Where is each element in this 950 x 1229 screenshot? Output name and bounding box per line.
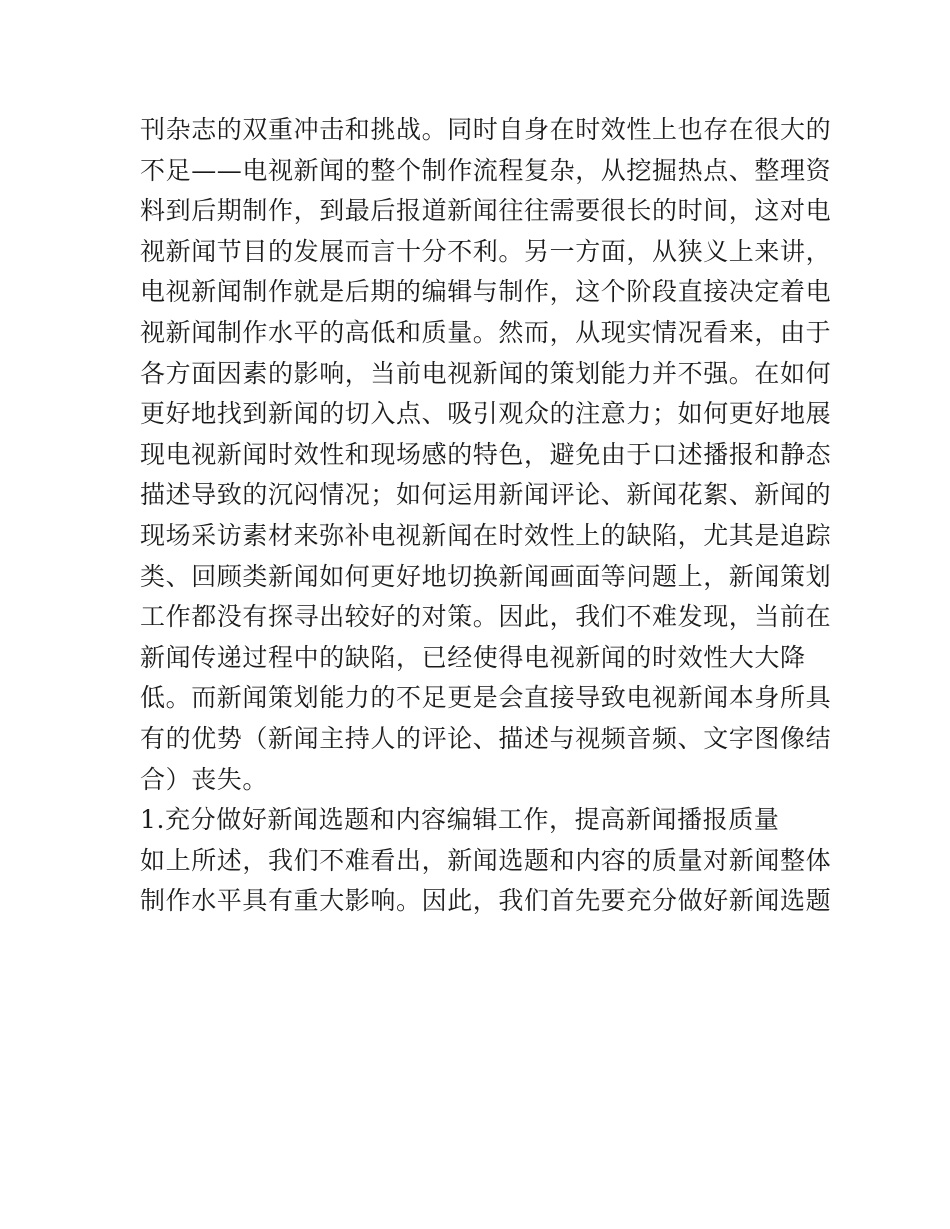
text-line: 有的优势（新闻主持人的评论、描述与视频音频、文字图像结 — [140, 723, 832, 753]
text-line: 不足——电视新闻的整个制作流程复杂，从挖掘热点、整理资 — [140, 155, 832, 185]
text-line: 电视新闻制作就是后期的编辑与制作，这个阶段直接决定着电 — [140, 277, 832, 307]
text-line: 更好地找到新闻的切入点、吸引观众的注意力；如何更好地展 — [140, 399, 832, 429]
text-line: 工作都没有探寻出较好的对策。因此，我们不难发现，当前在 — [140, 602, 832, 632]
text-line: 新闻传递过程中的缺陷，已经使得电视新闻的时效性大大降 — [140, 642, 806, 672]
section-heading: 1.充分做好新闻选题和内容编辑工作，提高新闻播报质量 — [140, 805, 780, 835]
text-line: 视新闻制作水平的高低和质量。然而，从现实情况看来，由于 — [140, 317, 832, 347]
text-line: 合）丧失。 — [140, 764, 269, 794]
text-line: 视新闻节目的发展而言十分不利。另一方面，从狭义上来讲， — [140, 236, 832, 266]
text-line: 如上所述，我们不难看出，新闻选题和内容的质量对新闻整体 — [140, 845, 832, 875]
document-body — [140, 110, 832, 922]
text-line: 类、回顾类新闻如何更好地切换新闻画面等问题上，新闻策划 — [140, 561, 832, 591]
text-line: 刊杂志的双重冲击和挑战。同时自身在时效性上也存在很大的 — [140, 115, 832, 144]
text-line: 低。而新闻策划能力的不足更是会直接导致电视新闻本身所具 — [140, 683, 832, 713]
text-line: 现场采访素材来弥补电视新闻在时效性上的缺陷，尤其是追踪 — [140, 520, 832, 550]
text-line: 各方面因素的影响，当前电视新闻的策划能力并不强。在如何 — [140, 358, 832, 388]
text-line: 料到后期制作，到最后报道新闻往往需要很长的时间，这对电 — [140, 196, 832, 226]
text-line: 描述导致的沉闷情况；如何运用新闻评论、新闻花絮、新闻的 — [140, 480, 832, 510]
text-line: 制作水平具有重大影响。因此，我们首先要充分做好新闻选题 — [140, 886, 832, 916]
text-line: 现电视新闻时效性和现场感的特色，避免由于口述播报和静态 — [140, 439, 832, 469]
